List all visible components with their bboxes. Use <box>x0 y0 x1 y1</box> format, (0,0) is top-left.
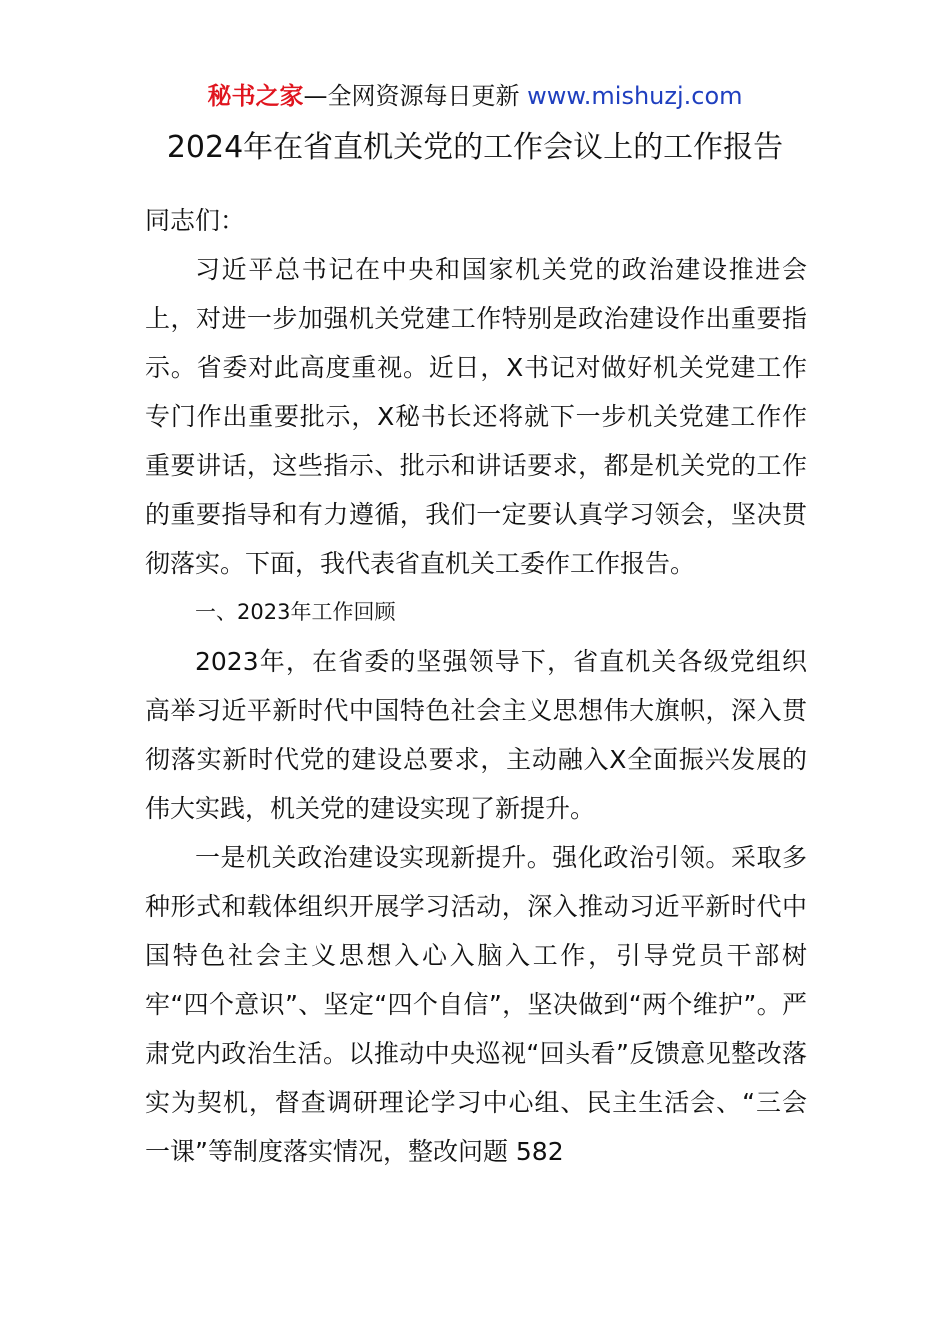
section-heading: 一、2023年工作回顾 <box>195 600 396 624</box>
site-url-link[interactable]: www.mishuzj.com <box>527 82 743 110</box>
paragraph-political-building: 一是机关政治建设实现新提升。强化政治引领。采取多种形式和载体组织开展学习活动，深入推动习近平新时代中国特色社会主义思想入心入脑入工作，引导党员干部树牢“四个意识”、坚定“四个自信”，坚决做到“两个维护”。严肃党内政治生活。以推动中央巡视“回头看”反馈意见整改落实为契机，督查调研理论学习中心组、民主生活会、“三会一课”等制度落实情况，整改问题 582 <box>145 843 807 1166</box>
paragraph-review: 2023年，在省委的坚强领导下，省直机关各级党组织高举习近平新时代中国特色社会主义思想伟大旗帜，深入贯彻落实新时代党的建设总要求，主动融入X全面振兴发展的伟大实践，机关党的建设实现了新提升。 <box>145 647 807 823</box>
document-body <box>145 196 807 1176</box>
header-tagline: —全网资源每日更新 <box>303 82 528 110</box>
document-title: 2024年在省直机关党的工作会议上的工作报告 <box>166 130 784 165</box>
site-header <box>0 80 950 112</box>
paragraph-intro: 习近平总书记在中央和国家机关党的政治建设推进会上，对进一步加强机关党建工作特别是政治建设作出重要指示。省委对此高度重视。近日，X书记对做好机关党建工作专门作出重要批示，X秘书长还将就下一步机关党建工作作重要讲话，这些指示、批示和讲话要求，都是机关党的工作的重要指导和有力遵循，我们一定要认真学习领会，坚决贯彻落实。下面，我代表省直机关工委作工作报告。 <box>145 255 807 578</box>
salutation: 同志们： <box>145 206 246 235</box>
brand-name: 秘书之家 <box>207 82 304 110</box>
